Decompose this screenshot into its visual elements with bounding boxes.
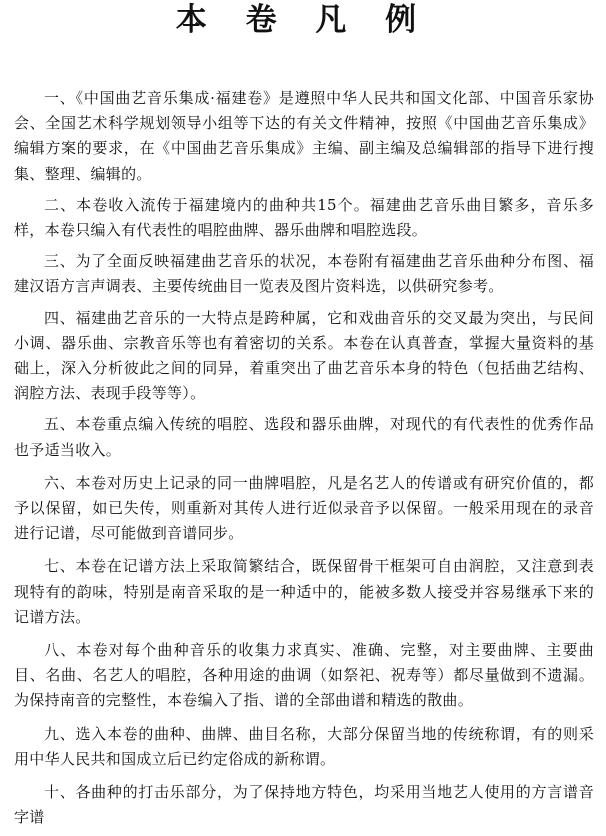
paragraph-8: 八、本卷对每个曲种音乐的收集力求真实、准确、完整，对主要曲牌、主要曲目、名曲、名艺人的唱腔，各种用途的曲调（如祭祀、祝寿等）都尽量做到不遗漏。为保持南音的完整性，本卷编入了指、谱的全部曲谱和精选的散曲。 — [14, 641, 594, 710]
paragraph-4: 四、福建曲艺音乐的一大特点是跨种属，它和戏曲音乐的交叉最为突出，与民间小调、器乐曲、宗教音乐等也有着密切的关系。本卷在认真普查，掌握大量资料的基础上，深入分析彼此之间的同异，着重突出了曲艺音乐本身的特色（包括曲艺结构、润腔方法、表现手段等等）。 — [14, 308, 594, 403]
document-body — [14, 86, 594, 836]
paragraph-2: 二、本卷收入流传于福建境内的曲种共15个。福建曲艺音乐曲目繁多，音乐多样，本卷只编入有代表性的唱腔曲牌、器乐曲牌和唱腔选段。 — [14, 195, 594, 240]
paragraph-9: 九、选入本卷的曲种、曲牌、曲目名称，大部分保留当地的传统称谓，有的则采用中华人民共和国成立后已约定俗成的新称谓。 — [14, 724, 594, 768]
page-title: 本 卷 凡 例 — [175, 2, 431, 38]
paragraph-1: 一、《中国曲艺音乐集成·福建卷》是遵照中华人民共和国文化部、中国音乐家协会、全国艺术科学规划领导小组等下达的有关文件精神，按照《中国曲艺音乐集成》编辑方案的要求，在《中国曲艺音乐集成》主编、副主编及总编辑部的指导下进行搜集、整理、编辑的。 — [14, 89, 594, 183]
paragraph-3: 三、为了全面反映福建曲艺音乐的状况，本卷附有福建曲艺音乐曲种分布图、福建汉语方言声调表、主要传统曲目一览表及图片资料选，以供研究参考。 — [14, 252, 594, 296]
paragraph-10: 十、各曲种的打击乐部分，为了保持地方特色，均采用当地艺人使用的方言谱音字谱 — [14, 783, 594, 827]
paragraph-6: 六、本卷对历史上记录的同一曲牌唱腔，凡是名艺人的传谱或有研究价值的，都予以保留，如已失传，则重新对其传人进行近似录音予以保留。一般采用现在的录音进行记谱，尽可能做到音谱同步。 — [14, 473, 594, 543]
paragraph-5: 五、本卷重点编入传统的唱腔、选段和器乐曲牌，对现代的有代表性的优秀作品也予适当收入。 — [14, 415, 594, 459]
paragraph-7: 七、本卷在记谱方法上采取简繁结合，既保留骨干框架可自由润腔，又注意到表现特有的韵味，特别是南音采取的是一种适中的，能被多数人接受并容易继承下来的记谱方法。 — [14, 557, 594, 626]
